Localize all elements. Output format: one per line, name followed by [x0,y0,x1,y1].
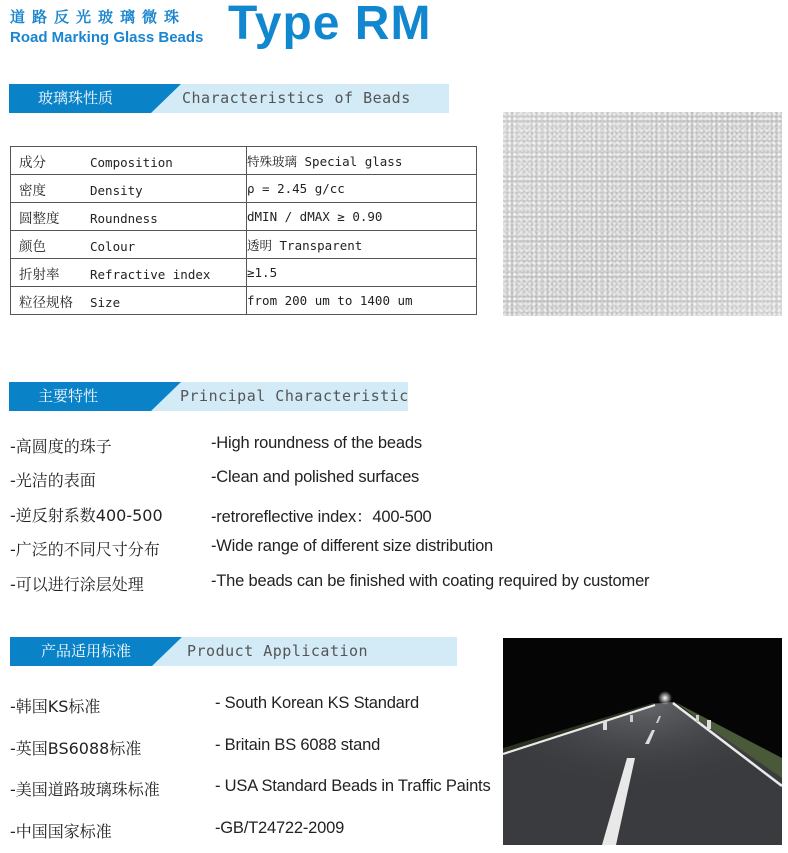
property-label-cell [11,147,247,175]
properties-table [10,146,477,315]
property-value: ≥1.5 [247,259,477,287]
section-title-cn: 产品适用标准 [41,642,132,660]
section-header-principal [9,382,408,411]
property-label-cell [11,231,247,259]
section-header-characteristics [9,84,449,113]
title-english: Road Marking Glass Beads [10,29,204,46]
property-label-cn: 粒径规格 [19,294,73,311]
application-item-cn: -中国国家标准 [10,822,112,841]
table-row [11,287,477,315]
principal-item-en: -The beads can be finished with coating required by customer [211,572,650,590]
application-item-en: -GB/T24722-2009 [215,819,345,837]
principal-item-cn: -广泛的不同尺寸分布 [10,540,160,559]
section-title-cn: 玻璃珠性质 [38,89,114,107]
application-item-cn: -韩国KS标准 [10,697,101,716]
principal-item-en: -High roundness of the beads [211,434,422,452]
property-label-cn: 圆整度 [19,210,60,227]
section-title-cn: 主要特性 [38,387,99,405]
property-label-cn: 密度 [19,182,46,199]
property-label-cn: 颜色 [19,238,46,255]
table-row [11,231,477,259]
section-title-en: Characteristics of Beads [182,89,411,107]
road-illustration-icon [503,638,782,845]
principal-item-en: -Wide range of different size distribution [211,537,494,555]
property-label-en: Colour [90,238,136,254]
product-type-title: Type RM [228,0,432,50]
section-header-application [10,637,457,666]
property-value: from 200 um to 1400 um [247,287,477,315]
section-title-en: Product Application [187,642,369,660]
table-row [11,175,477,203]
principal-item-cn: -可以进行涂层处理 [10,575,144,594]
glass-beads-image [503,112,782,316]
principal-item-cn: -高圆度的珠子 [10,437,112,456]
property-label-cn: 成分 [19,154,46,171]
title-chinese: 道路反光玻璃微珠 [10,8,187,26]
property-label-cell [11,203,247,231]
property-value: ρ = 2.45 g/cc [247,175,477,203]
principal-item-en: -Clean and polished surfaces [211,468,420,486]
property-label-cell [11,175,247,203]
property-label-cell [11,287,247,315]
table-row [11,147,477,175]
night-road-image [503,638,782,845]
property-label-cn: 折射率 [19,266,60,283]
application-item-en: - South Korean KS Standard [215,694,419,712]
principal-item-cn: -逆反射系数400-500 [10,506,163,525]
table-row [11,259,477,287]
application-item-cn: -英国BS6088标准 [10,739,142,758]
application-item-en: - USA Standard Beads in Traffic Paints [215,777,491,795]
property-value: 透明 Transparent [247,231,477,259]
table-row [11,203,477,231]
application-item-cn: -美国道路玻璃珠标准 [10,780,160,799]
property-value: 特殊玻璃 Special glass [247,147,477,175]
application-item-en: - Britain BS 6088 stand [215,736,381,754]
property-label-en: Composition [90,154,173,170]
property-label-en: Size [90,294,121,310]
property-label-cell [11,259,247,287]
property-value: dMIN / dMAX ≥ 0.90 [247,203,477,231]
property-label-en: Refractive index [90,266,211,282]
property-label-en: Density [90,182,143,198]
property-label-en: Roundness [90,210,158,226]
principal-item-cn: -光洁的表面 [10,471,96,490]
section-title-en: Principal Characteristic [180,387,409,405]
principal-item-en: -retroreflective index：400-500 [211,508,432,526]
